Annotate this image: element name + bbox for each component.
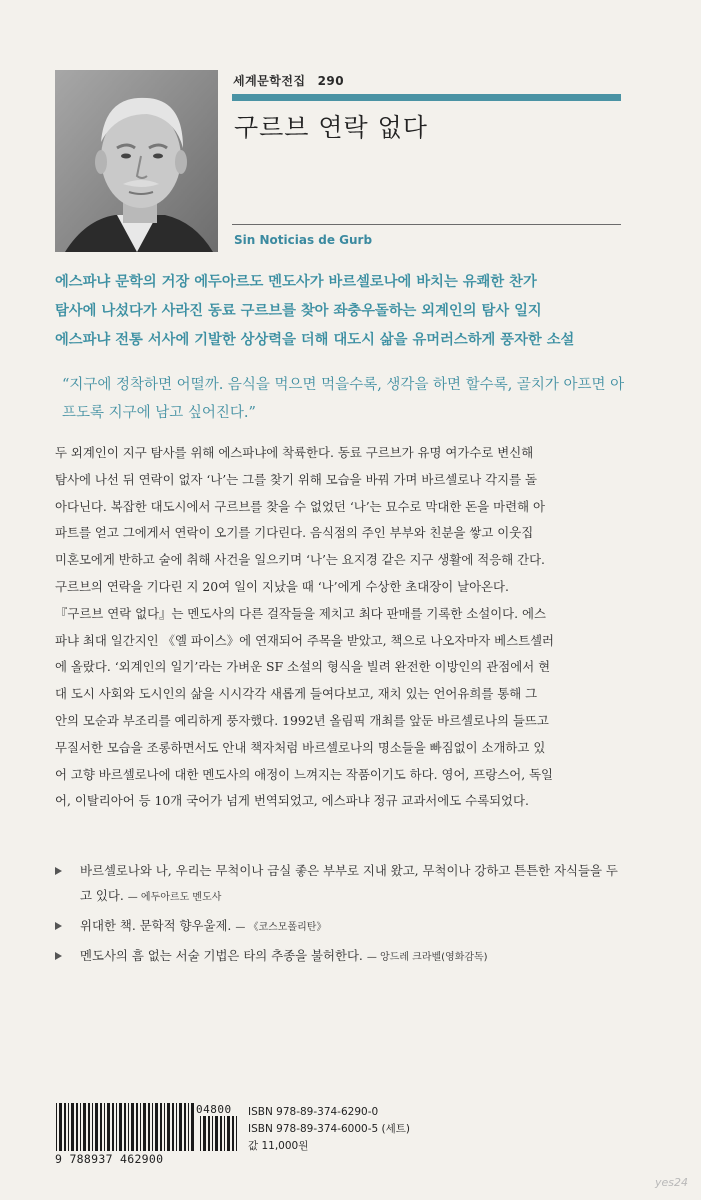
headline-line: 에스파냐 전통 서사에 기발한 상상력을 더해 대도시 삶을 유머러스하게 풍자한 소설 — [55, 332, 575, 348]
body-line: 무질서한 모습을 조롱하면서도 안내 책자처럼 바르셀로나의 명소들을 빠짐없이 소개하고 있 — [55, 739, 546, 755]
isbn-block — [248, 1104, 410, 1155]
pull-quote: “지구에 정착하면 어떨까. 음식을 먹으면 먹을수록, 생각을 하면 할수록, 골치가 아프면 아프도록 지구에 남고 싶어진다.” — [62, 377, 625, 421]
barcode-bar — [224, 1116, 225, 1151]
book-title: 구르브 연락 없다 — [234, 113, 428, 142]
headline-block — [55, 268, 625, 355]
barcode-bar — [112, 1103, 114, 1151]
triangle-bullet-icon — [55, 952, 62, 960]
barcode-bar — [155, 1103, 158, 1151]
barcode-bar — [136, 1103, 138, 1151]
barcode-bar — [160, 1103, 162, 1151]
review-list — [55, 858, 625, 973]
review-item — [55, 858, 625, 910]
body-line: 두 외계인이 지구 탐사를 위해 에스파냐에 착륙한다. 동료 구르브가 유명 여가수로 변신해 — [55, 445, 534, 460]
synopsis-body — [55, 440, 625, 815]
barcode-addon-digits: 04800 — [196, 1103, 232, 1116]
watermark-logo: yes24 — [655, 1176, 689, 1189]
review-text: 멘도사의 흠 없는 서술 기법은 타의 추종을 불허한다. — [80, 948, 363, 963]
body-line: 탐사에 나선 뒤 연락이 없자 ‘나’는 그를 찾기 위해 모습을 바꿔 가며 바르셀로나 각지를 돌 — [55, 471, 537, 487]
barcode-bar — [176, 1103, 177, 1151]
body-line: 구르브의 연락을 기다린 지 20여 일이 지났을 때 ‘나’에게 수상한 초대장이 날아온다. — [55, 578, 509, 594]
barcode-bar — [88, 1103, 90, 1151]
author-photo — [55, 70, 218, 252]
barcode-bar — [107, 1103, 110, 1151]
barcode-bar — [83, 1103, 86, 1151]
triangle-bullet-icon — [55, 867, 62, 875]
barcode-bar — [236, 1116, 237, 1151]
barcode-bar — [104, 1103, 105, 1151]
review-text: 바르셀로나와 나, 우리는 무척이나 금실 좋은 부부로 지내 왔고, 무척이나 강하고 튼튼한 자식들을 두고 있다. — [80, 863, 618, 903]
body-line: 대 도시 사회와 도시인의 삶을 시시각각 새롭게 들여다보고, 재치 있는 언어유희를 통해 그 — [55, 686, 538, 702]
triangle-bullet-icon — [55, 922, 62, 930]
body-line: 안의 모순과 부조리를 예리하게 풍자했다. 1992년 올림픽 개최를 앞둔 바르셀로나의 들뜨고 — [55, 712, 549, 728]
isbn-set-line: ISBN 978-89-374-6000-5 (세트) — [248, 1123, 410, 1135]
series-label — [233, 72, 344, 89]
body-line: 『구르브 연락 없다』는 멘도사의 다른 걸작들을 제치고 최다 판매를 기록한 소설이다. 에스 — [55, 605, 546, 621]
barcode-bar — [64, 1103, 66, 1151]
barcode-bar — [191, 1103, 194, 1151]
review-item — [55, 943, 625, 970]
barcode-bar — [71, 1103, 74, 1151]
barcode-bar — [100, 1103, 102, 1151]
barcode-bar — [184, 1103, 186, 1151]
barcode-bar — [124, 1103, 126, 1151]
original-title: Sin Noticias de Gurb — [234, 233, 373, 247]
series-name: 세계문학전집 — [233, 74, 306, 88]
barcode-bar — [220, 1116, 222, 1151]
barcode-bar — [95, 1103, 98, 1151]
barcode-bar — [212, 1116, 213, 1151]
series-number: 290 — [317, 74, 345, 88]
barcode-addon — [200, 1116, 238, 1151]
teal-bar — [232, 94, 621, 101]
barcode-bar — [203, 1116, 206, 1151]
barcode-bar — [116, 1103, 117, 1151]
body-line: 미혼모에게 반하고 술에 취해 사건을 일으키며 ‘나’는 요지경 같은 지구 생활에 적응해 간다. — [55, 552, 545, 568]
barcode-bar — [76, 1103, 78, 1151]
barcode-bar — [143, 1103, 146, 1151]
isbn-line: ISBN 978-89-374-6290-0 — [248, 1106, 379, 1118]
review-item — [55, 913, 625, 940]
barcode-bar — [80, 1103, 81, 1151]
barcode-bar — [164, 1103, 165, 1151]
barcode-bar — [59, 1103, 62, 1151]
body-line: 어, 이탈리아어 등 10개 국어가 넘게 번역되었고, 에스파냐 정규 교과서에도 수록되었다. — [55, 793, 529, 809]
review-source: — 《코스모폴리탄》 — [235, 922, 327, 933]
review-source: — 앙드레 크라벨(영화감독) — [366, 952, 488, 963]
body-line: 어 고향 바르셀로나에 대한 멘도사의 애정이 느껴지는 작품이기도 하다. 영어, 프랑스어, 독일 — [55, 766, 554, 782]
review-source: — 에두아르도 멘도사 — [127, 892, 222, 903]
barcode-bar — [56, 1103, 57, 1151]
barcode-bar — [68, 1103, 69, 1151]
barcode-bar — [179, 1103, 182, 1151]
barcode-bar — [172, 1103, 174, 1151]
barcode-bar — [208, 1116, 210, 1151]
barcode-digits: 9 788937 462900 — [55, 1152, 164, 1166]
barcode-bar — [227, 1116, 230, 1151]
body-line: 파냐 최대 일간지인 《엘 파이스》에 연재되어 주목을 받았고, 책으로 나오자마자 베스트셀러 — [55, 632, 555, 648]
headline-line: 탐사에 나섰다가 사라진 동료 구르브를 찾아 좌충우돌하는 외계인의 탐사 일지 — [55, 303, 542, 319]
price-line: 값 11,000원 — [248, 1140, 309, 1152]
barcode-bar — [92, 1103, 93, 1151]
barcode-bar — [152, 1103, 153, 1151]
body-line: 파트를 얻고 그에게서 연락이 오기를 기다린다. 음식점의 주인 부부와 친분을 쌓고 이웃집 — [55, 525, 534, 541]
barcode-bar — [148, 1103, 150, 1151]
barcode-bar — [167, 1103, 170, 1151]
barcode-bar — [188, 1103, 189, 1151]
body-line: 아다닌다. 복잡한 대도시에서 구르브를 찾을 수 없었던 ‘나’는 묘수로 막대한 돈을 마련해 아 — [55, 498, 545, 514]
headline-line: 에스파냐 문학의 거장 에두아르도 멘도사가 바르셀로나에 바치는 유쾌한 찬가 — [55, 274, 537, 290]
barcode — [56, 1103, 196, 1151]
barcode-bar — [232, 1116, 234, 1151]
barcode-bar — [200, 1116, 201, 1151]
barcode-bar — [131, 1103, 134, 1151]
barcode-bar — [140, 1103, 141, 1151]
barcode-bar — [215, 1116, 218, 1151]
title-rule — [232, 224, 621, 225]
review-text: 위대한 책. 문학적 향우울제. — [80, 918, 232, 933]
barcode-bar — [119, 1103, 122, 1151]
body-line: 에 올랐다. ‘외계인의 일기’라는 가벼운 SF 소설의 형식을 빌려 완전한 이방인의 관점에서 현 — [55, 659, 551, 675]
barcode-bar — [128, 1103, 129, 1151]
